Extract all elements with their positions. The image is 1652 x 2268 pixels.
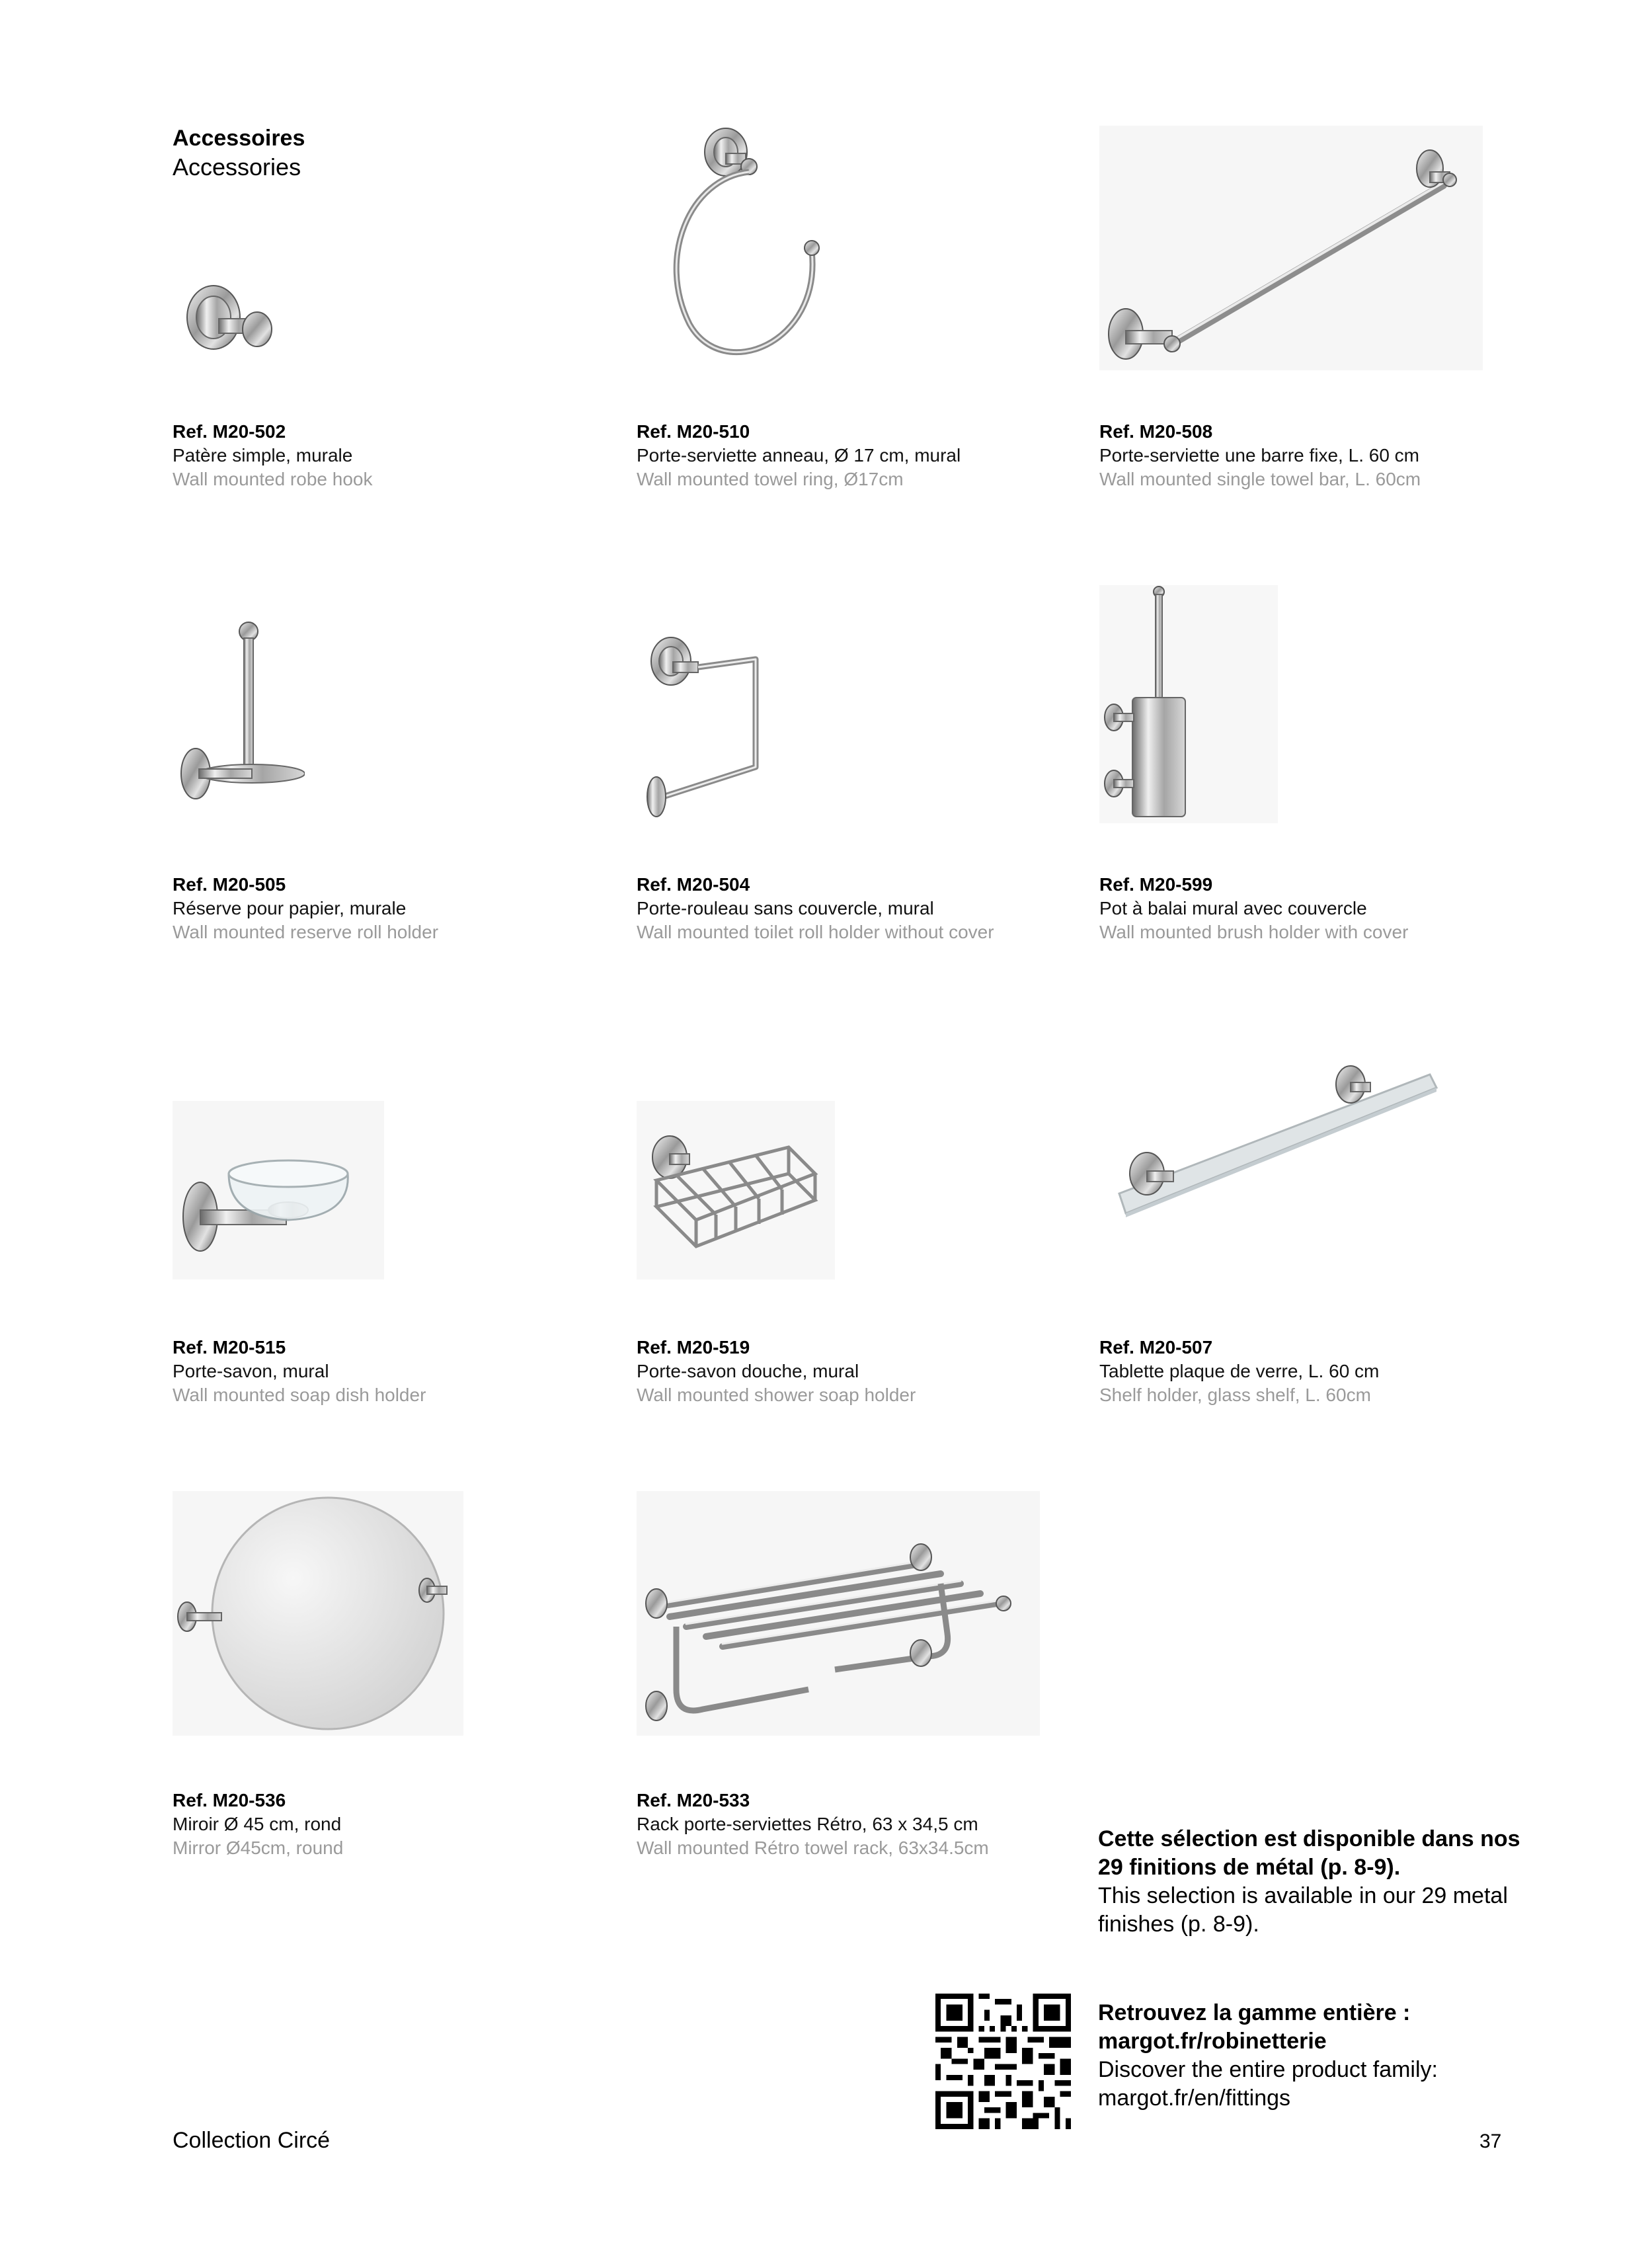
shower-soap-basket-image bbox=[637, 1101, 835, 1279]
product-ref: Ref. M20-519 bbox=[637, 1337, 750, 1357]
product-ref: Ref. M20-599 bbox=[1099, 874, 1213, 895]
product-ref: Ref. M20-533 bbox=[637, 1790, 750, 1810]
product-desc-en: Wall mounted shower soap holder bbox=[637, 1385, 916, 1405]
towel-ring-image bbox=[650, 126, 822, 370]
product-desc-en: Shelf holder, glass shelf, L. 60cm bbox=[1099, 1385, 1371, 1405]
product-ref: Ref. M20-536 bbox=[173, 1790, 286, 1810]
robe-hook-image bbox=[173, 264, 298, 377]
product-desc-fr: Patère simple, murale bbox=[173, 445, 353, 466]
product-ref: Ref. M20-508 bbox=[1099, 421, 1213, 442]
product-desc-en: Mirror Ø45cm, round bbox=[173, 1838, 344, 1858]
product-desc-en: Wall mounted towel ring, Ø17cm bbox=[637, 469, 904, 489]
range-note-fr: Retrouvez la gamme entière : margot.fr/robinetterie bbox=[1098, 2000, 1411, 2054]
product-desc-fr: Tablette plaque de verre, L. 60 cm bbox=[1099, 1361, 1380, 1381]
range-note-en: Discover the entire product family: margot.fr/en/fittings bbox=[1098, 2057, 1438, 2111]
product-ref: Ref. M20-502 bbox=[173, 421, 286, 442]
product-desc-en: Wall mounted Rétro towel rack, 63x34.5cm bbox=[637, 1838, 989, 1858]
product-desc-fr: Miroir Ø 45 cm, rond bbox=[173, 1814, 342, 1834]
product-desc-fr: Porte-serviette une barre fixe, L. 60 cm bbox=[1099, 445, 1419, 466]
product-desc-fr: Porte-savon, mural bbox=[173, 1361, 329, 1381]
collection-name: Collection Circé bbox=[173, 2128, 331, 2153]
product-ref: Ref. M20-507 bbox=[1099, 1337, 1213, 1357]
product-desc-en: Wall mounted robe hook bbox=[173, 469, 373, 489]
finishes-note-fr: Cette sélection est disponible dans nos 29 finitions de métal (p. 8-9). bbox=[1098, 1826, 1520, 1880]
brush-holder-image bbox=[1099, 585, 1278, 823]
product-desc-fr: Rack porte-serviettes Rétro, 63 x 34,5 cm bbox=[637, 1814, 978, 1834]
towel-rack-image bbox=[637, 1491, 1040, 1736]
product-desc-en: Wall mounted brush holder with cover bbox=[1099, 922, 1409, 942]
finishes-note-en: This selection is available in our 29 metal finishes (p. 8-9). bbox=[1098, 1883, 1508, 1937]
product-desc-en: Wall mounted single towel bar, L. 60cm bbox=[1099, 469, 1421, 489]
product-desc-fr: Porte-savon douche, mural bbox=[637, 1361, 859, 1381]
towel-bar-image bbox=[1099, 126, 1483, 370]
product-desc-fr: Pot à balai mural avec couvercle bbox=[1099, 898, 1367, 918]
reserve-roll-holder-image bbox=[173, 618, 305, 810]
product-desc-fr: Réserve pour papier, murale bbox=[173, 898, 407, 918]
product-desc-en: Wall mounted toilet roll holder without cover bbox=[637, 922, 994, 942]
toilet-roll-holder-image bbox=[637, 618, 769, 823]
soap-dish-image bbox=[173, 1101, 384, 1279]
section-title-en: Accessories bbox=[173, 153, 301, 181]
product-ref: Ref. M20-505 bbox=[173, 874, 286, 895]
product-desc-fr: Porte-serviette anneau, Ø 17 cm, mural bbox=[637, 445, 961, 466]
page-number: 37 bbox=[1479, 2130, 1502, 2152]
qr-code[interactable] bbox=[935, 1994, 1071, 2129]
product-ref: Ref. M20-504 bbox=[637, 874, 750, 895]
range-note bbox=[1098, 1999, 1521, 2113]
product-desc-fr: Porte-rouleau sans couvercle, mural bbox=[637, 898, 934, 918]
glass-shelf-image bbox=[1099, 1061, 1443, 1233]
finishes-note bbox=[1098, 1825, 1521, 1939]
product-ref: Ref. M20-515 bbox=[173, 1337, 286, 1357]
product-ref: Ref. M20-510 bbox=[637, 421, 750, 442]
section-title-fr: Accessoires bbox=[173, 126, 305, 151]
product-desc-en: Wall mounted reserve roll holder bbox=[173, 922, 439, 942]
product-desc-en: Wall mounted soap dish holder bbox=[173, 1385, 426, 1405]
round-mirror-image bbox=[173, 1491, 463, 1736]
